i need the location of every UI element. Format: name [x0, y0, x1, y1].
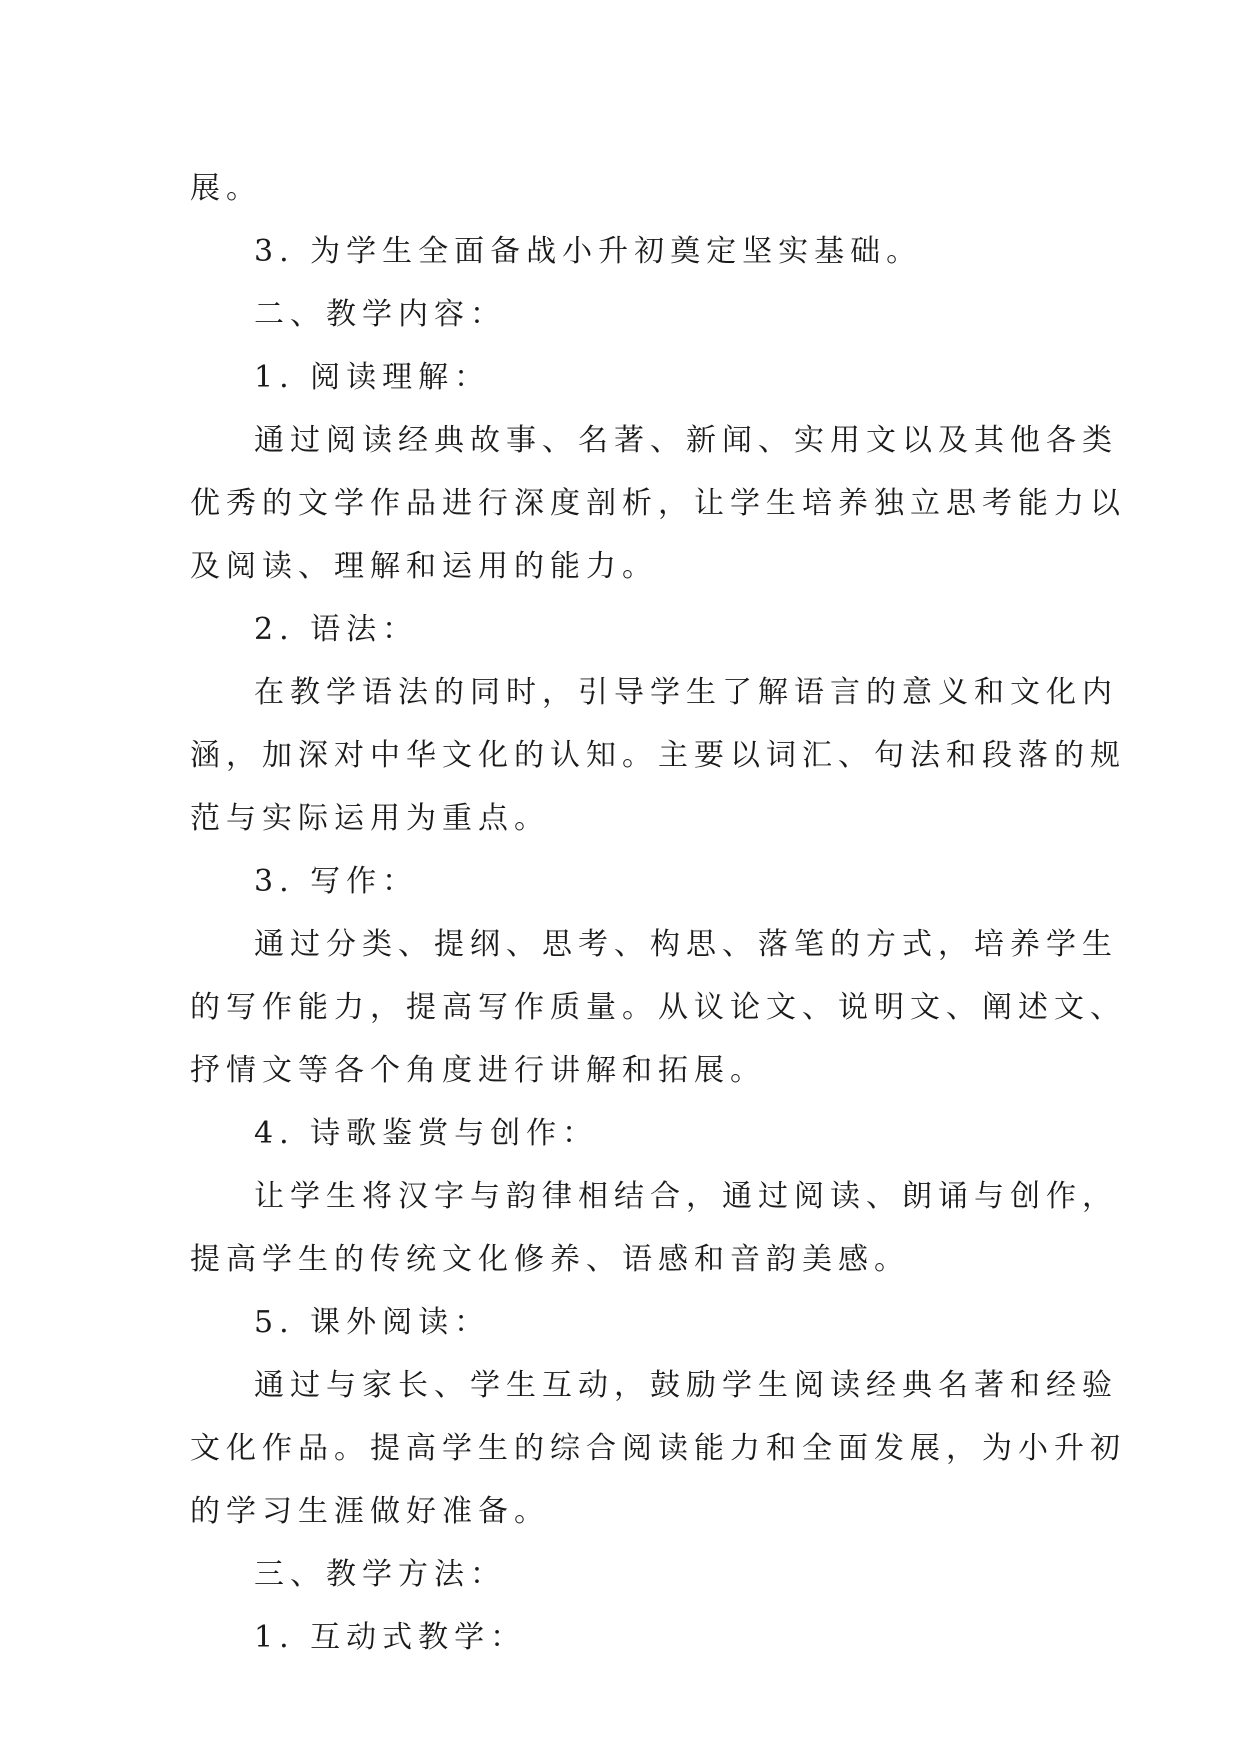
paragraph-line: 抒情文等各个角度进行讲解和拓展。	[190, 1053, 766, 1088]
subheading-extracurricular-reading: 5. 课外阅读：	[254, 1305, 491, 1340]
paragraph-line: 涵，加深对中华文化的认知。主要以词汇、句法和段落的规	[190, 738, 1126, 773]
subheading-grammar: 2. 语法：	[254, 612, 419, 647]
list-item-3: 3. 为学生全面备战小升初奠定坚实基础。	[254, 234, 923, 269]
paragraph-line: 优秀的文学作品进行深度剖析，让学生培养独立思考能力以	[190, 486, 1126, 521]
paragraph-line: 让学生将汉字与韵律相结合，通过阅读、朗诵与创作，	[254, 1179, 1118, 1214]
section-heading-teaching-methods: 三、教学方法：	[254, 1557, 506, 1592]
subheading-reading-comprehension: 1. 阅读理解：	[254, 360, 491, 395]
paragraph-line: 通过分类、提纲、思考、构思、落笔的方式，培养学生	[254, 927, 1118, 962]
text-line: 展。	[190, 171, 262, 206]
subheading-writing: 3. 写作：	[254, 864, 419, 899]
subheading-interactive-teaching: 1. 互动式教学：	[254, 1620, 527, 1655]
paragraph-line: 通过阅读经典故事、名著、新闻、实用文以及其他各类	[254, 423, 1118, 458]
paragraph-line: 范与实际运用为重点。	[190, 801, 550, 836]
paragraph-line: 在教学语法的同时，引导学生了解语言的意义和文化内	[254, 675, 1118, 710]
paragraph-line: 及阅读、理解和运用的能力。	[190, 549, 658, 584]
paragraph-line: 的学习生涯做好准备。	[190, 1494, 550, 1529]
subheading-poetry: 4. 诗歌鉴赏与创作：	[254, 1116, 599, 1151]
paragraph-line: 提高学生的传统文化修养、语感和音韵美感。	[190, 1242, 910, 1277]
paragraph-line: 文化作品。提高学生的综合阅读能力和全面发展，为小升初	[190, 1431, 1126, 1466]
document-body	[190, 157, 1126, 1669]
section-heading-teaching-content: 二、教学内容：	[254, 297, 506, 332]
paragraph-line: 通过与家长、学生互动，鼓励学生阅读经典名著和经验	[254, 1368, 1118, 1403]
paragraph-line: 的写作能力，提高写作质量。从议论文、说明文、阐述文、	[190, 990, 1126, 1025]
